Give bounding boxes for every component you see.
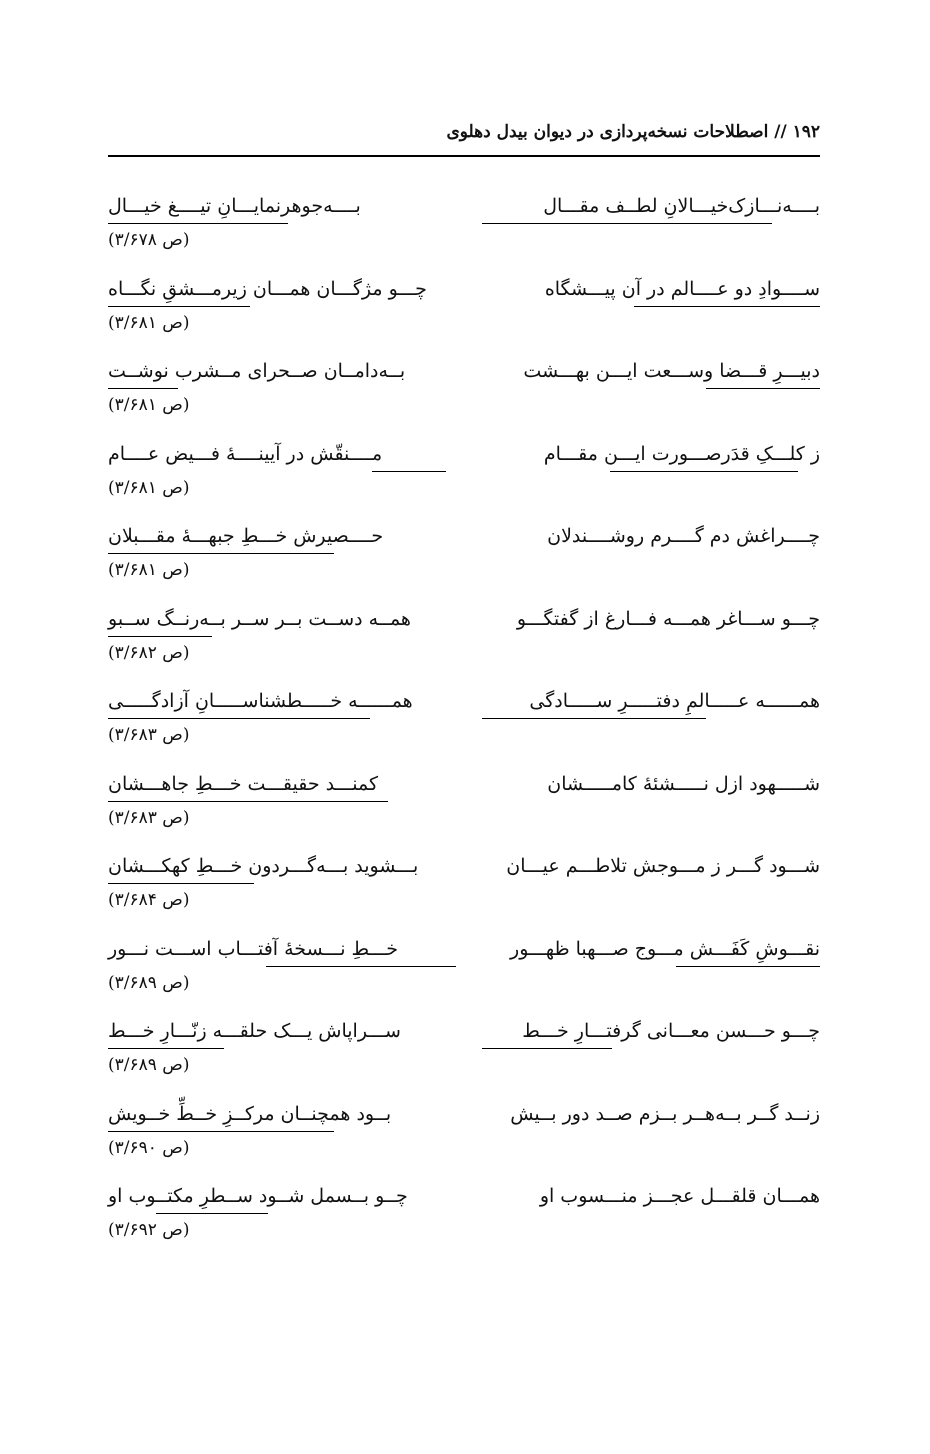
page-reference: (ص ۳/۶۷۸) (108, 230, 190, 250)
underline (706, 388, 820, 389)
page-reference: (ص ۳/۶۸۱) (108, 477, 190, 498)
verse (108, 683, 820, 766)
page-reference: (ص ۳/۶۸۲) (108, 642, 190, 663)
underline (108, 388, 178, 389)
verse (108, 848, 820, 931)
verse-second-hemistich: حــــصیرش خـــطِ جبهـــهٔ مقـــبلان (108, 525, 384, 547)
underline (108, 636, 212, 637)
verse-first-hemistich: همـــان قلقـــل عجـــز منـــسوب او (539, 1185, 820, 1207)
verse (108, 601, 820, 684)
underline (108, 553, 334, 554)
underline (482, 1048, 612, 1049)
verse-second-hemistich: همــه دســت بــر ســر بــه‌رنــگ ســبو (108, 607, 411, 630)
verse (108, 931, 820, 1014)
verse (108, 766, 820, 849)
underline (676, 966, 820, 967)
page-reference: (ص ۳/۶۹۲) (108, 1220, 190, 1240)
underline (482, 223, 772, 224)
page-reference: (ص ۳/۶۸۳) (108, 725, 190, 745)
verse (108, 436, 820, 519)
underline (108, 1048, 224, 1049)
verse-first-hemistich: چـــو ســـاغر همـــه فـــارغ از گفتگـــو (516, 607, 820, 630)
verse-second-hemistich: همــــــه خـــــطشناســـــانِ آزادگـــــی (108, 690, 413, 712)
verse-second-hemistich: بــــه‌جوهرنمایـــانِ تیــــغ خیـــال (108, 195, 361, 217)
header-rule (108, 155, 820, 157)
verse-first-hemistich: شـــود گـــر ز مـــوجش تلاطـــم عیـــان (506, 855, 820, 877)
verse-first-hemistich: زنــد گــر بــه‌هــر بــزم صــد دور بــیش (510, 1102, 820, 1125)
verse (108, 1013, 820, 1096)
verse-first-hemistich: همــــــه عـــــالمِ دفتـــــرِ ســـــادگی (529, 690, 820, 712)
underline (108, 223, 288, 224)
underline (610, 471, 798, 472)
verse (108, 1096, 820, 1179)
verse-first-hemistich: دبیـــرِ قـــضا وســـعت ایـــن بهـــشت (523, 360, 820, 382)
verse-list (108, 188, 820, 1261)
verse-first-hemistich: بــــه‌نـــازک‌خیـــالانِ لطــف مقـــال (543, 195, 820, 217)
verse-second-hemistich: خـــطِ نـــسخهٔ آفتـــاب اســـت نـــور (108, 937, 399, 960)
page-reference: (ص ۳/۶۸۹) (108, 1055, 190, 1075)
verse-first-hemistich: ســــوادِ دو عــــالم در آن پیـــشگاه (544, 277, 820, 300)
verse-second-hemistich: بــود همچنــان مرکــزِ خــطِّ خــویش (108, 1102, 392, 1125)
verse-first-hemistich: نقـــوشِ کَفَـــش مـــوج صـــهبا ظهـــور (510, 937, 820, 960)
verse-second-hemistich: چـــو مژگـــان همـــان زیرمـــشقِ نگـــاه (108, 277, 427, 300)
underline (266, 966, 456, 967)
underline (108, 718, 370, 719)
underline (372, 471, 446, 472)
verse (108, 1178, 820, 1261)
underline (156, 1213, 268, 1214)
verse-second-hemistich: چــو بــسمل شــود ســطرِ مکتــوب او (108, 1185, 408, 1207)
page-reference: (ص ۳/۶۹۰) (108, 1137, 190, 1158)
verse (108, 271, 820, 354)
verse-first-hemistich: شـــــهود ازل نـــــشئهٔ کامـــــشان (547, 772, 820, 795)
page-reference: (ص ۳/۶۸۹) (108, 972, 190, 993)
page-reference: (ص ۳/۶۸۱) (108, 395, 190, 415)
underline (108, 306, 250, 307)
underline (634, 306, 820, 307)
verse (108, 353, 820, 436)
page-reference: (ص ۳/۶۸۴) (108, 890, 190, 910)
verse-second-hemistich: کمنـــد حقیقـــت خـــطِ جاهـــشان (108, 772, 379, 795)
page-reference: (ص ۳/۶۸۳) (108, 807, 190, 828)
verse-first-hemistich: چـــو حـــسن معـــانی گرفتـــارِ خـــط (522, 1020, 820, 1042)
underline (108, 801, 388, 802)
underline (108, 1131, 334, 1132)
verse-second-hemistich: بـــشوید بـــه‌گـــردون خـــطِ کهکـــشان (108, 855, 419, 877)
verse-second-hemistich: بــه‌دامــان صــحرای مــشرب نوشــت (108, 360, 406, 382)
underline (108, 883, 254, 884)
verse-second-hemistich: مــــنقّش در آیینــــهٔ فـــیض عــــام (108, 442, 383, 465)
running-header: ۱۹۲ // اصطلاحات نسخه‌پردازی در دیوان بیدل دهلوی (446, 122, 820, 142)
verse (108, 518, 820, 601)
underline (482, 718, 706, 719)
verse (108, 188, 820, 271)
page-reference: (ص ۳/۶۸۱) (108, 560, 190, 580)
page-reference: (ص ۳/۶۸۱) (108, 312, 190, 333)
verse-first-hemistich: ز کلـــکِ قدَرصـــورت ایـــن مقـــام (543, 442, 820, 465)
verse-first-hemistich: چــــراغش دم گــــرم روشــــندلان (547, 525, 820, 547)
verse-second-hemistich: ســـراپاش یـــک حلقـــه زنّـــارِ خـــط (108, 1020, 401, 1042)
